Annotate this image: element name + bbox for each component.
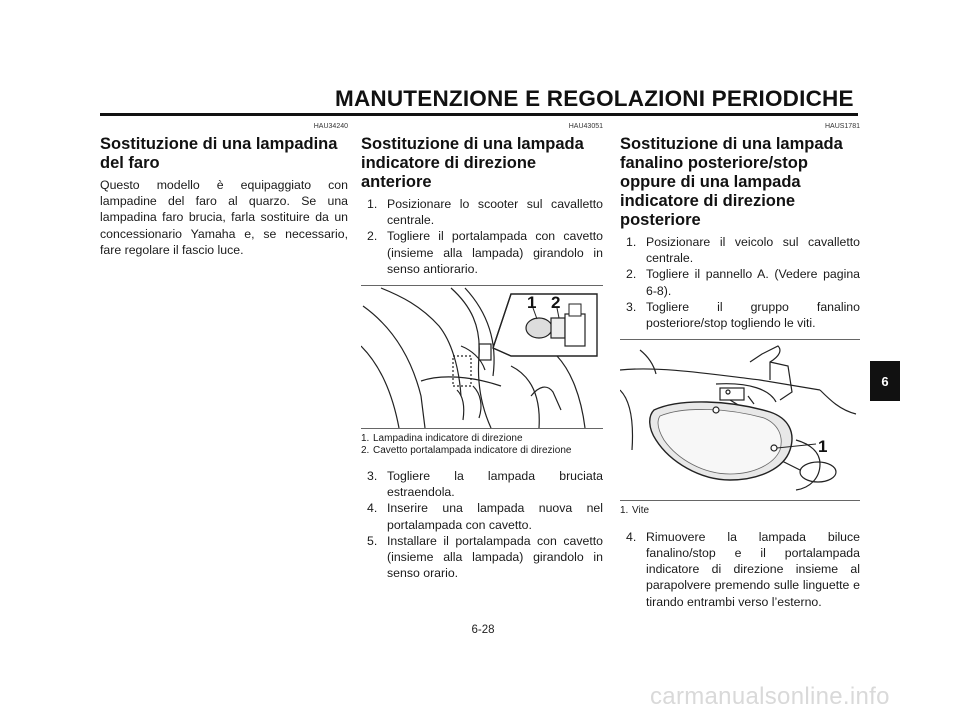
figure-caption-list — [361, 433, 603, 456]
front-turn-signal-figure — [361, 285, 603, 429]
section-code: HAU43051 — [568, 123, 603, 130]
scooter-rear-illustration — [620, 340, 860, 500]
page-number: 6-28 — [471, 624, 495, 636]
section-paragraph: Questo modello è equipaggiato con lampadine del faro al quarzo. Se una lampadina faro brucia, farla sostituire da un concessionario Yamaha e, se necessario, fare regolare il fascio luce. — [100, 178, 348, 257]
section-code: HAU34240 — [313, 123, 348, 130]
steps-list — [620, 234, 860, 331]
step-item-number: 5. — [367, 533, 378, 548]
section-title: Sostituzione di una lampada indicatore di direzione anteriore — [361, 135, 584, 191]
step-item-number: 3. — [626, 299, 637, 314]
caption-item-text: Lampadina indicatore di direzione — [373, 433, 523, 445]
caption-item — [620, 505, 860, 517]
figure-callout-1: 1 — [527, 293, 537, 313]
header-rule — [100, 113, 858, 116]
figure-caption-list — [620, 505, 860, 517]
column-front-turn-signal — [361, 122, 603, 581]
step-item-number: 1. — [626, 235, 637, 249]
step-item-text: Togliere il gruppo fanalino posteriore/stop togliendo le viti. — [646, 299, 860, 331]
step-item — [361, 228, 603, 277]
step-item-text: Installare il portalampada con cavetto (insieme alla lampada) girandolo in senso orario. — [387, 533, 603, 581]
caption-item-number: 1. — [361, 433, 370, 445]
section-title: Sostituzione di una lampada fanalino posteriore/stop oppure di una lampada indicatore di direzione posteriore — [620, 135, 843, 229]
steps-list — [361, 468, 603, 581]
scooter-front-illustration — [361, 286, 603, 428]
step-item — [620, 299, 860, 331]
section-code: HAUS1781 — [824, 123, 860, 130]
watermark: carmanualsonline.info — [650, 683, 890, 710]
step-item-text: Posizionare il veicolo sul cavalletto centrale. — [646, 235, 860, 266]
step-item-text: Togliere il portalampada con cavetto (insieme alla lampada) girandolo in senso antiorario. — [387, 229, 603, 276]
caption-item-text: Cavetto portalampada indicatore di direzione — [373, 444, 572, 456]
step-item — [361, 500, 603, 532]
step-item-text: Togliere il pannello A. (Vedere pagina 6-8). — [646, 267, 860, 298]
caption-item — [361, 445, 603, 457]
caption-item-number: 1. — [620, 505, 629, 517]
page-header-title: MANUTENZIONE E REGOLAZIONI PERIODICHE — [335, 86, 854, 111]
step-item-number: 2. — [367, 229, 378, 244]
step-item — [361, 533, 603, 582]
steps-list — [620, 529, 860, 610]
figure-callout-2: 2 — [551, 293, 561, 313]
step-item — [361, 196, 603, 228]
step-item-text: Rimuovere la lampada biluce fanalino/stop e il portalampada indicatore di direzione insieme al parapolvere premendo sulle linguette e tirando entrambi verso l’esterno. — [646, 529, 860, 609]
step-item-text: Posizionare lo scooter sul cavalletto centrale. — [387, 197, 603, 228]
steps-list — [361, 196, 603, 277]
step-item-text: Inserire una lampada nuova nel portalampada con cavetto. — [387, 501, 603, 532]
step-item — [620, 234, 860, 266]
step-item — [361, 468, 603, 500]
figure-callout-1: 1 — [818, 437, 828, 457]
column-headlight — [100, 122, 348, 258]
step-item-number: 1. — [367, 197, 378, 211]
step-item-number: 2. — [626, 267, 637, 282]
caption-item — [361, 433, 603, 445]
step-item — [620, 529, 860, 610]
caption-item-text: Vite — [632, 505, 650, 517]
step-item — [620, 266, 860, 298]
chapter-tab[interactable]: 6 — [870, 361, 900, 401]
step-item-number: 3. — [367, 469, 378, 484]
rear-lamp-figure — [620, 339, 860, 501]
caption-item-number: 2. — [361, 444, 370, 456]
section-title: Sostituzione di una lampadina del faro — [100, 135, 338, 172]
step-item-text: Togliere la lampada bruciata estraendola. — [387, 469, 603, 500]
step-item-number: 4. — [367, 501, 378, 516]
column-rear-lamps — [620, 122, 860, 610]
step-item-number: 4. — [626, 529, 637, 544]
